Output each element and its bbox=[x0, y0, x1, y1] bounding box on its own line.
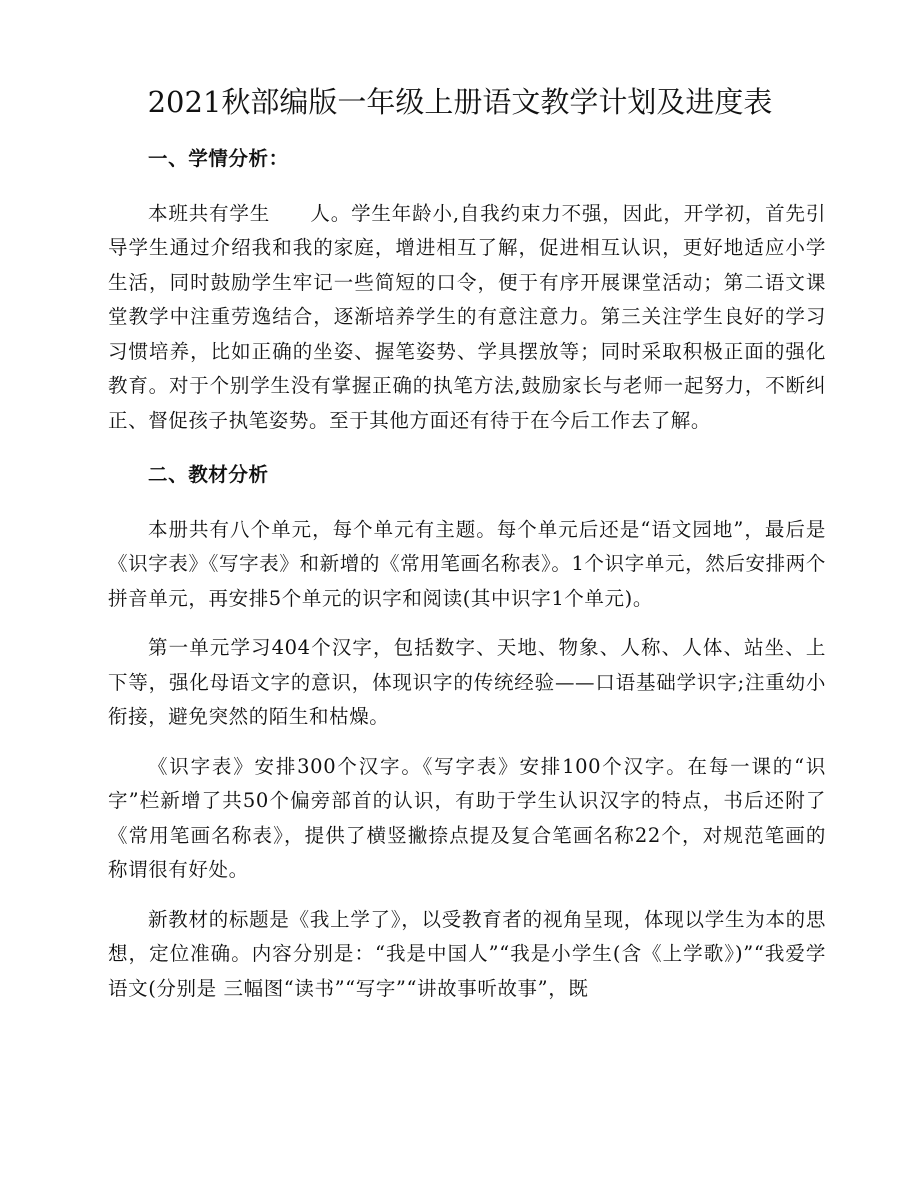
document-title: 2021秋部编版一年级上册语文教学计划及进度表 bbox=[147, 85, 773, 119]
paragraph-text-start: 本班共有学生 bbox=[148, 201, 271, 225]
document-body bbox=[108, 142, 826, 1006]
paragraph-learning-analysis bbox=[108, 197, 826, 439]
paragraph-textbook-3: 《识字表》安排300个汉字。《写字表》安排100个汉字。在每一课的“识字”栏新增了共50个偏旁部首的认识，有助于学生认识汉字的特点，书后还附了《常用笔画名称表》，提供了横竖撇捺点提及复合笔画名称22个，对规范笔画的称谓很有好处。 bbox=[108, 754, 826, 881]
paragraph-textbook-1: 本册共有八个单元，每个单元有主题。每个单元后还是“语文园地”，最后是《识字表》《写字表》和新增的《常用笔画名称表》。1个识字单元，然后安排两个拼音单元，再安排5个单元的识字和阅读(其中识字1个单元)。 bbox=[108, 517, 826, 610]
paragraph-text-rest: 人。学生年龄小,自我约束力不强，因此，开学初，首先引导学生通过介绍我和我的家庭，增进相互了解，促进相互认识，更好地适应小学生活，同时鼓励学生牢记一些简短的口令，便于有序开展课堂活动；第二语文课堂教学中注重劳逸结合，逐渐培养学生的有意注意力。第三关注学生良好的学习习惯培养，比如正确的坐姿、握笔姿势、学具摆放等；同时采取积极正面的强化教育。对于个别学生没有掌握正确的执笔方法,鼓励家长与老师一起努力，不断纠正、督促孩子执笔姿势。至于其他方面还有待于在今后工作去了解。 bbox=[108, 201, 826, 432]
paragraph-textbook-2: 第一单元学习404个汉字，包括数字、天地、物象、人称、人体、站坐、上下等，强化母语文字的意识，体现识字的传统经验——口语基础学识字;注重幼小衔接，避免突然的陌生和枯燥。 bbox=[108, 636, 826, 728]
section-heading-learning-analysis: 一、学情分析： bbox=[148, 147, 289, 170]
section-heading-textbook-analysis: 二、教材分析 bbox=[148, 463, 269, 486]
paragraph-textbook-4: 新教材的标题是《我上学了》，以受教育者的视角呈现，体现以学生为本的思想，定位准确。内容分别是：“我是中国人”“我是小学生(含《上学歌》)”“我爱学语文(分别是 三幅图“读书”“写字”“讲故事听故事”，既 bbox=[108, 907, 826, 1000]
